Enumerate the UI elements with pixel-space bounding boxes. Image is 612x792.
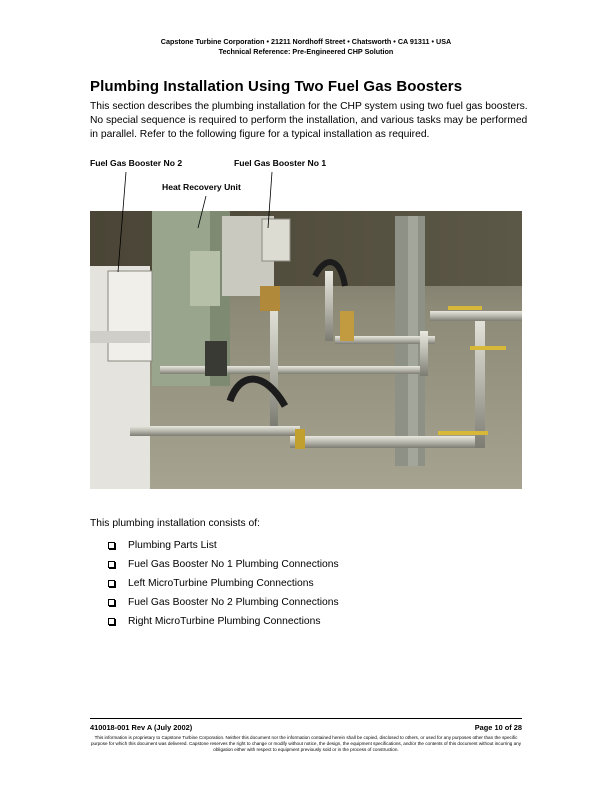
plumbing-installation-photo	[90, 211, 522, 489]
checkbox-bullet-icon	[108, 599, 115, 606]
consists-intro: This plumbing installation consists of:	[90, 518, 260, 529]
contents-list	[108, 536, 339, 631]
label-heat-recovery-unit: Heat Recovery Unit	[162, 182, 241, 192]
list-item	[108, 555, 339, 574]
section-intro: This section describes the plumbing installation for the CHP system using two fuel gas boosters. No special sequence is required to perform the installation, and various tasks may be performed in parallel. Refer to the following figure for a typical installation as required.	[90, 101, 528, 140]
list-item-label: Left MicroTurbine Plumbing Connections	[128, 578, 314, 589]
header-address: Capstone Turbine Corporation • 21211 Nordhoff Street • Chatsworth • CA 91311 • USA	[160, 37, 452, 46]
checkbox-bullet-icon	[108, 561, 115, 568]
list-item-label: Fuel Gas Booster No 1 Plumbing Connections	[128, 559, 339, 570]
checkbox-bullet-icon	[108, 618, 115, 625]
list-item	[108, 612, 339, 631]
list-item-label: Fuel Gas Booster No 2 Plumbing Connections	[128, 597, 339, 608]
label-fuel-gas-booster-2: Fuel Gas Booster No 2	[90, 158, 183, 168]
list-item	[108, 593, 339, 612]
label-fuel-gas-booster-1: Fuel Gas Booster No 1	[234, 158, 327, 168]
list-item-label: Plumbing Parts List	[128, 540, 217, 551]
page-header	[0, 37, 612, 56]
footer-doc-id: 410018-001 Rev A (July 2002)	[90, 723, 193, 732]
section-title: Plumbing Installation Using Two Fuel Gas Boosters	[90, 78, 463, 95]
footer-page-number: Page 10 of 28	[474, 723, 522, 732]
list-item	[108, 536, 339, 555]
footer-divider	[90, 718, 522, 719]
list-item	[108, 574, 339, 593]
checkbox-bullet-icon	[108, 580, 115, 587]
header-doc-title: Technical Reference: Pre-Engineered CHP Solution	[218, 46, 394, 56]
checkbox-bullet-icon	[108, 542, 115, 549]
list-item-label: Right MicroTurbine Plumbing Connections	[128, 616, 321, 627]
footer-disclaimer: This information is proprietary to Capstone Turbine Corporation. Neither this document nor the information contained herein shall be copied, disclosed to others, or used for any purposes other than the specific purpose for which this document was delivered. Capstone reserves the right to change or modify without notice, the design, the equipment specifications, and/or the contents of this document without incurring any obligation either with respect to equipment previously sold or in the process of construction.	[90, 735, 521, 752]
